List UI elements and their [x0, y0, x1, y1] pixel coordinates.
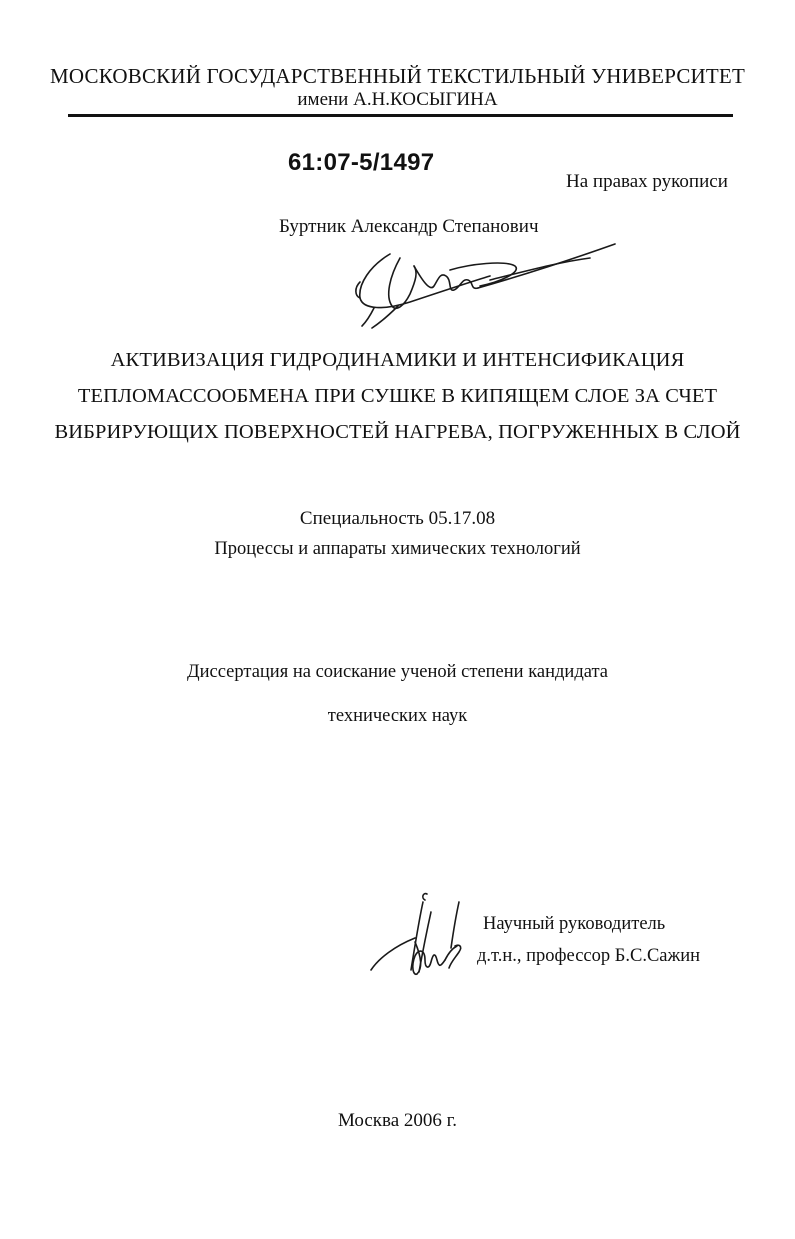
title-line: ВИБРИРУЮЩИХ ПОВЕРХНОСТЕЙ НАГРЕВА, ПОГРУЖЕННЫХ В СЛОЙ — [54, 421, 741, 443]
title-line: ТЕПЛОМАССООБМЕНА ПРИ СУШКЕ В КИПЯЩЕМ СЛОЕ ЗА СЧЕТ — [77, 385, 718, 407]
supervisor-signature — [365, 890, 475, 985]
supervisor-role: Научный руководитель — [483, 914, 666, 934]
university-name-line1: МОСКОВСКИЙ ГОСУДАРСТВЕННЫЙ ТЕКСТИЛЬНЫЙ УНИВЕРСИТЕТ — [50, 64, 745, 88]
dissertation-title — [40, 342, 755, 450]
specialty-name: Процессы и аппараты химических технологий — [214, 539, 581, 559]
city-year: Москва 2006 г. — [337, 1110, 458, 1131]
rights-note: На правах рукописи — [566, 171, 728, 192]
degree-line2: технических наук — [327, 706, 468, 726]
title-line: АКТИВИЗАЦИЯ ГИДРОДИНАМИКИ И ИНТЕНСИФИКАЦИЯ — [110, 349, 685, 371]
specialty-code: Специальность 05.17.08 — [299, 508, 496, 529]
header-divider — [68, 114, 733, 117]
degree-line1: Диссертация на соискание ученой степени кандидата — [187, 662, 608, 682]
author-name: Буртник Александр Степанович — [279, 216, 539, 237]
university-name-line2: имени А.Н.КОСЫГИНА — [297, 89, 498, 110]
catalog-code: 61:07-5/1497 — [288, 149, 435, 176]
supervisor-name: д.т.н., профессор Б.С.Сажин — [477, 946, 701, 966]
author-signature — [330, 236, 630, 336]
